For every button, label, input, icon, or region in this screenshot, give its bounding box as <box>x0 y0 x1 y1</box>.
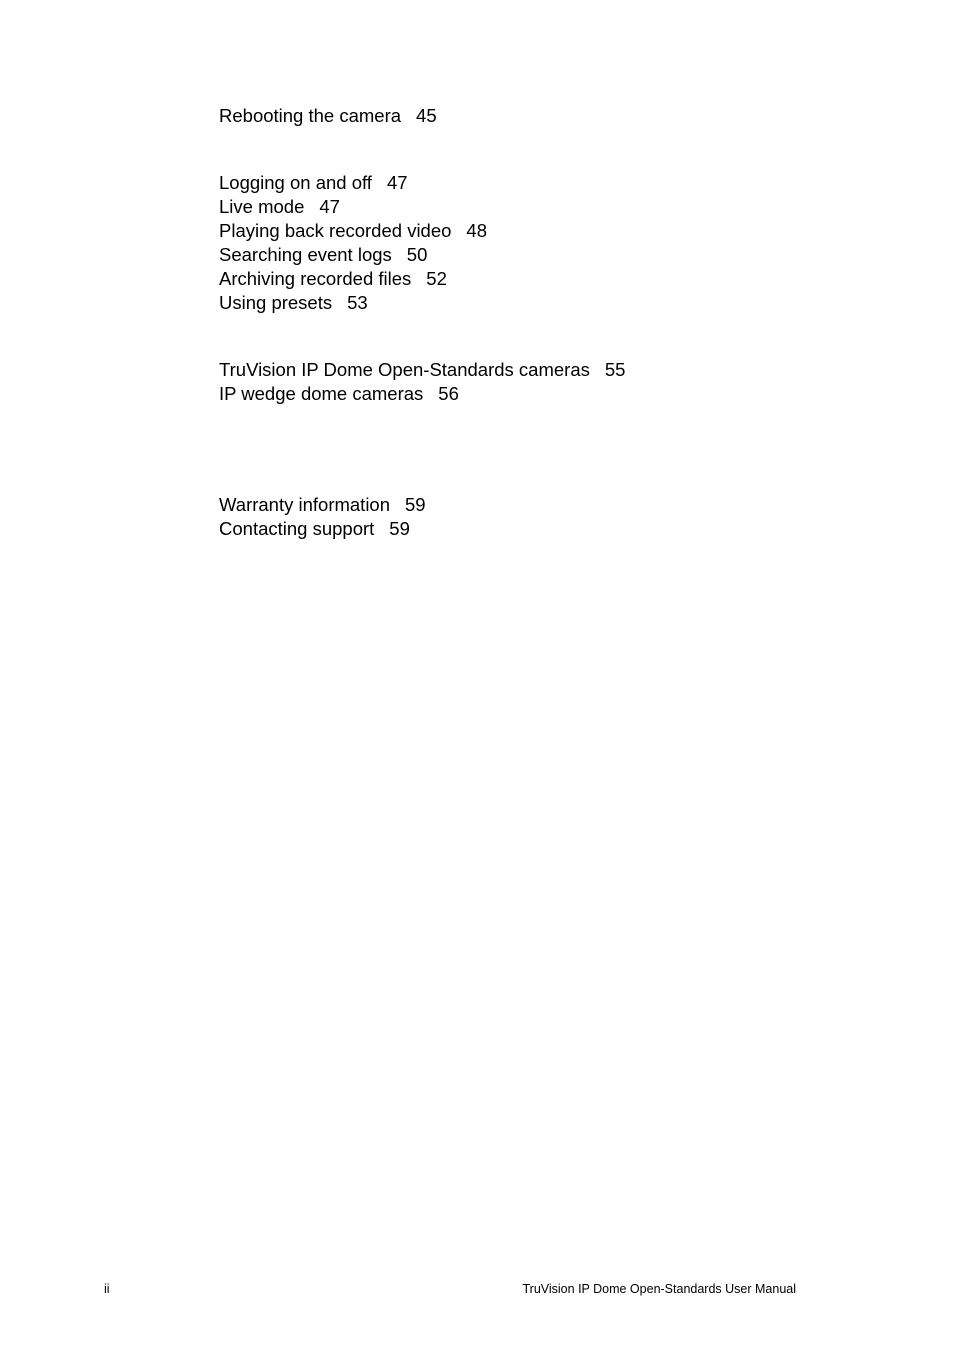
toc-group-specifications <box>219 358 625 406</box>
toc-entry-title: Warranty information <box>219 494 391 515</box>
toc-entry-title: IP wedge dome cameras <box>219 383 424 404</box>
toc-entry-page: 56 <box>438 383 459 404</box>
footer-manual-title: TruVision IP Dome Open-Standards User Manual <box>522 1282 796 1296</box>
toc-group-support <box>219 493 426 541</box>
toc-entry-page: 50 <box>406 244 428 265</box>
toc-entry[interactable] <box>219 171 487 195</box>
toc-entry-title: Archiving recorded files <box>219 268 412 289</box>
toc-entry-title: Using presets <box>219 292 333 313</box>
toc-entry-page: 53 <box>347 292 368 313</box>
footer-page-number: ii <box>104 1282 110 1296</box>
toc-entry-page: 48 <box>466 220 487 241</box>
toc-entry-title: Logging on and off <box>219 172 372 193</box>
toc-entry-page: 45 <box>416 105 437 126</box>
toc-entry-title: Playing back recorded video <box>219 220 452 241</box>
toc-entry-title: Rebooting the camera <box>219 105 402 126</box>
toc-entry-title: Contacting support <box>219 518 375 539</box>
toc-entry[interactable] <box>219 517 426 541</box>
toc-entry-page: 52 <box>426 268 447 289</box>
toc-entry-page: 59 <box>389 518 410 539</box>
toc-entry[interactable] <box>219 195 487 219</box>
toc-entry[interactable] <box>219 104 437 128</box>
toc-entry[interactable] <box>219 291 487 315</box>
toc-entry-title: Searching event logs <box>219 244 392 265</box>
toc-entry-page: 59 <box>405 494 426 515</box>
toc-entry[interactable] <box>219 267 487 291</box>
toc-entry-page: 47 <box>386 172 408 193</box>
toc-entry[interactable] <box>219 382 625 406</box>
toc-entry-page: 47 <box>319 196 340 217</box>
toc-group-operation <box>219 171 487 315</box>
toc-group-rebooting <box>219 104 437 128</box>
toc-entry-page: 55 <box>604 359 626 380</box>
toc-entry[interactable] <box>219 493 426 517</box>
toc-entry-title: TruVision IP Dome Open-Standards cameras <box>219 359 590 380</box>
toc-entry[interactable] <box>219 219 487 243</box>
toc-entry-title: Live mode <box>219 196 305 217</box>
toc-entry[interactable] <box>219 243 487 267</box>
toc-entry[interactable] <box>219 358 625 382</box>
